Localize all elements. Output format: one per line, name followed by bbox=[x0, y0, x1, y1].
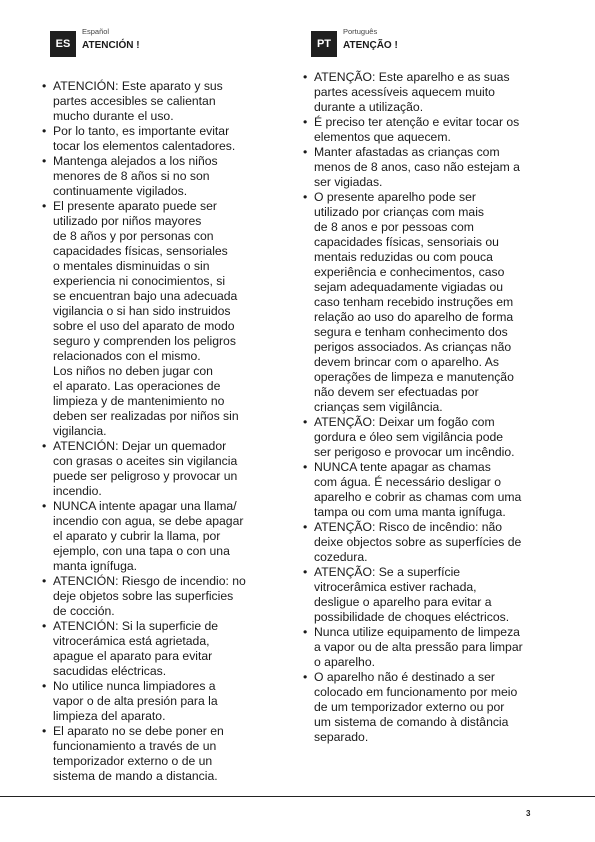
section-title: ATENÇÃO ! bbox=[343, 40, 398, 51]
list-item: • ATENÇÃO: Se a superfície vitrocerâmica estiver rachada, desligue o aparelho para evitar a possibilidade de choques eléctricos. bbox=[303, 565, 565, 625]
warning-list bbox=[303, 70, 565, 745]
list-item: • No utilice nunca limpiadores a vapor o de alta presión para la limpieza del aparato. bbox=[42, 679, 282, 724]
list-item: • O aparelho não é destinado a ser colocado em funcionamento por meio de um temporizador externo ou por um sistema de comando à distância separado. bbox=[303, 670, 565, 745]
list-item: • NUNCA tente apagar as chamas com água. É necessário desligar o aparelho e cobrir as chamas com uma tampa ou com uma manta ignífuga. bbox=[303, 460, 565, 520]
footer-divider bbox=[0, 796, 595, 797]
list-item: • El presente aparato puede ser utilizado por niños mayores de 8 años y por personas con capacidades físicas, sensoriales o mentales disminuidas o sin experiencia ni conocimientos, si se encuentran bajo una adecuada vigilancia o si han sido instruidos sobre el uso del aparato de modo seguro y comprenden los peligros relacionados con el mismo. Los niños no deben jugar con el aparato. Las operaciones de limpieza y de mantenimiento no deben ser realizadas por niños sin vigilancia. bbox=[42, 199, 282, 439]
language-code-badge: PT bbox=[311, 31, 337, 57]
list-item: • Mantenga alejados a los niños menores de 8 años si no son continuamente vigilados. bbox=[42, 154, 282, 199]
list-item: • Manter afastadas as crianças com menos de 8 anos, caso não estejam a ser vigiadas. bbox=[303, 145, 565, 190]
language-name: Português bbox=[343, 27, 378, 36]
list-item: • ATENCIÓN: Riesgo de incendio: no deje objetos sobre las superficies de cocción. bbox=[42, 574, 282, 619]
list-item: • É preciso ter atenção e evitar tocar os elementos que aquecem. bbox=[303, 115, 565, 145]
list-item: • ATENCIÓN: Este aparato y sus partes accesibles se calientan mucho durante el uso. bbox=[42, 79, 282, 124]
page-number: 3 bbox=[526, 809, 531, 818]
list-item: • Nunca utilize equipamento de limpeza a vapor ou de alta pressão para limpar o aparelho. bbox=[303, 625, 565, 670]
list-item: • ATENCIÓN: Dejar un quemador con grasas o aceites sin vigilancia puede ser peligroso y provocar un incendio. bbox=[42, 439, 282, 499]
language-code-badge: ES bbox=[50, 31, 76, 57]
list-item: • ATENÇÃO: Deixar um fogão com gordura e óleo sem vigilância pode ser perigoso e provocar um incêndio. bbox=[303, 415, 565, 460]
list-item: • O presente aparelho pode ser utilizado por crianças com mais de 8 anos e por pessoas com capacidades físicas, sensoriais ou mentais reduzidas ou com pouca experiência e conhecimentos, caso sejam adequadamente vigiadas ou caso tenham recebido instruções em relação ao uso do aparelho de forma segura e tenham conhecimento dos perigos associados. As crianças não devem brincar com o aparelho. As operações de limpeza e manutenção não devem ser efectuadas por crianças sem vigilância. bbox=[303, 190, 565, 415]
list-item: • ATENÇÃO: Risco de incêndio: não deixe objectos sobre as superfícies de cozedura. bbox=[303, 520, 565, 565]
list-item: • ATENÇÃO: Este aparelho e as suas partes acessíveis aquecem muito durante a utilização. bbox=[303, 70, 565, 115]
list-item: • ATENCIÓN: Si la superficie de vitrocerámica está agrietada, apague el aparato para evitar sacudidas eléctricas. bbox=[42, 619, 282, 679]
list-item: • Por lo tanto, es importante evitar tocar los elementos calentadores. bbox=[42, 124, 282, 154]
section-title: ATENCIÓN ! bbox=[82, 40, 140, 51]
warning-list bbox=[42, 79, 282, 784]
language-name: Español bbox=[82, 27, 110, 36]
list-item: • NUNCA intente apagar una llama/ incendio con agua, se debe apagar el aparato y cubrir la llama, por ejemplo, con una tapa o con una manta ignífuga. bbox=[42, 499, 282, 574]
list-item: • El aparato no se debe poner en funcionamiento a través de un temporizador externo o de un sistema de mando a distancia. bbox=[42, 724, 282, 784]
